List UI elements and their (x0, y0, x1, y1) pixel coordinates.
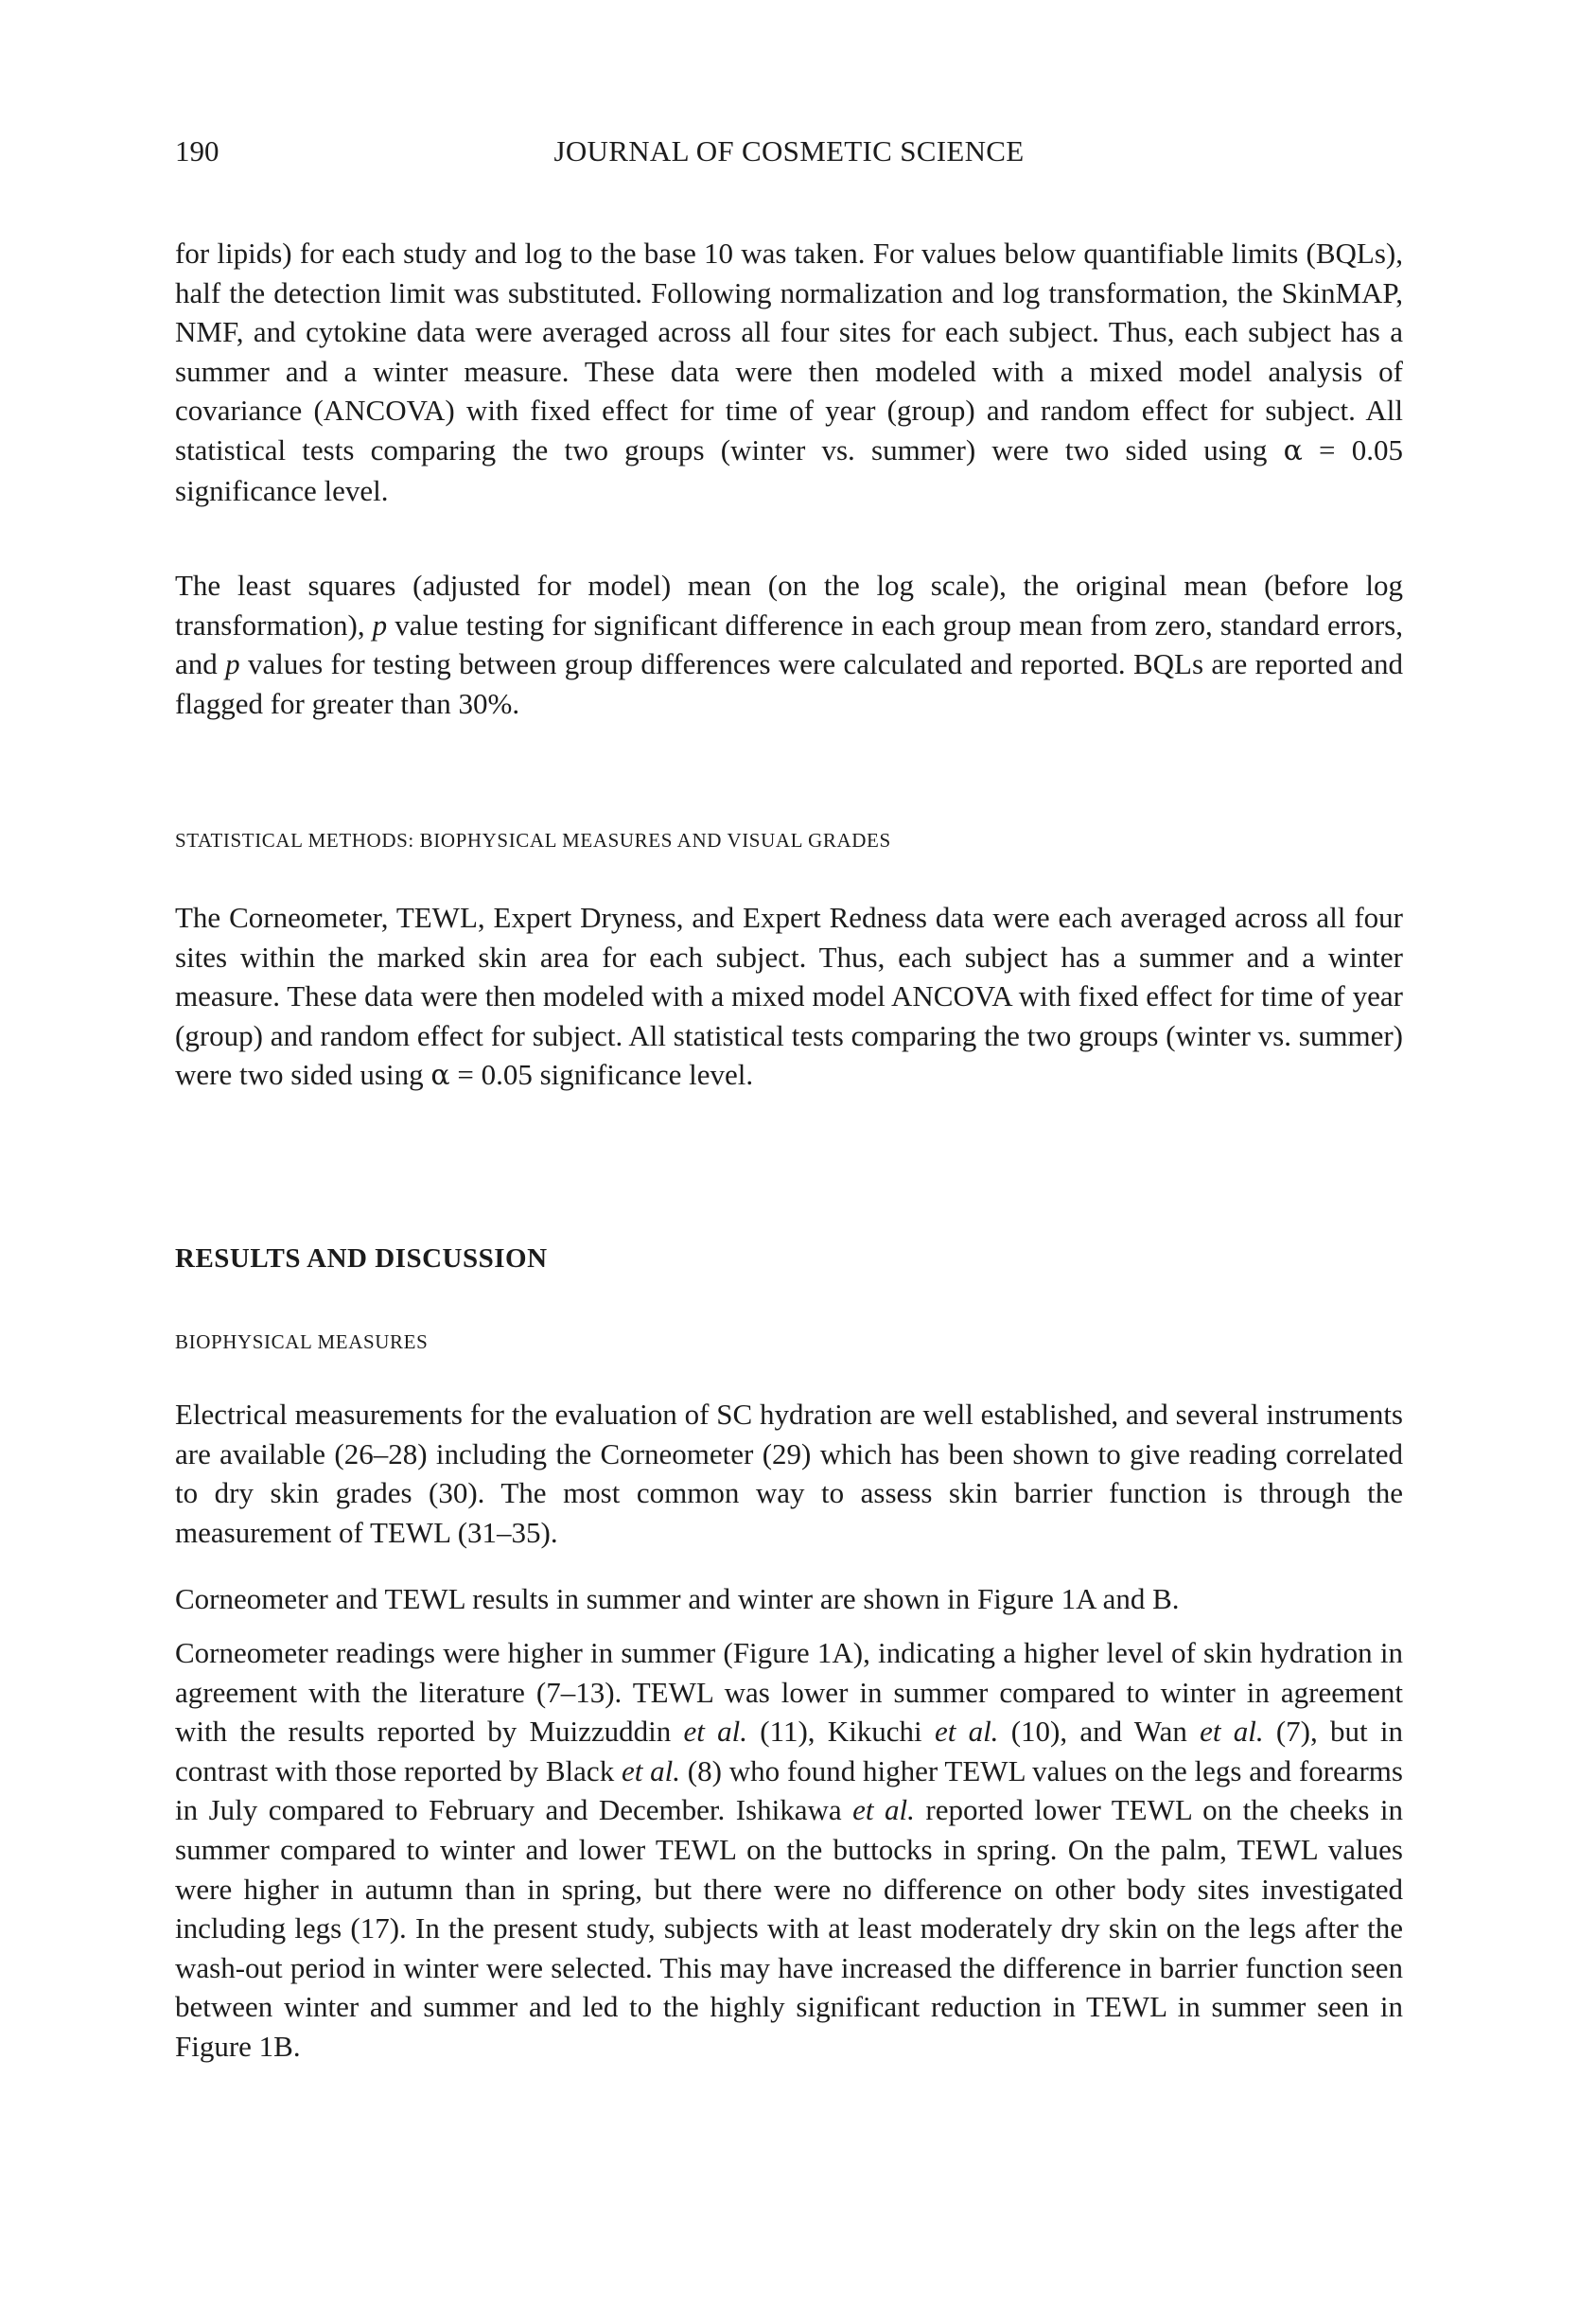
para1-text-a: for lipids) for each study and log to the base 10 was taken. For values below quantifiable limits (BQLs), half the detection limit was substituted. Following normalization and log transformation, the SkinMAP, NMF, and cytokine data were averaged across all four sites for each subject. Thus, each subject has a summer and a winter measure. These data were then modeled with a mixed model analysis of covariance (ANCOVA) with fixed effect for time of year (group) and random effect for subject. All statistical tests comparing the two groups (winter vs. summer) were two sided using (175, 237, 1403, 466)
et-al-italic: et al. (621, 1753, 681, 1787)
para6-text-2: (11), Kikuchi (747, 1715, 935, 1749)
para6-text-4: (7), but in contrast with those reported by Black (175, 1715, 1403, 1787)
paragraph-electrical-measurements: Electrical measurements for the evaluation of SC hydration are well established, and several instruments are available (26–28) including the Corneometer (29) which has been shown to give reading correlated to dry skin grades (30). The most common way to assess skin barrier function is through the measurement of TEWL (31–35). (175, 1398, 1403, 1549)
journal-title: JOURNAL OF COSMETIC SCIENCE (553, 134, 1025, 167)
para6-text-5: (8) who found higher TEWL values on the legs and forearms in July compared to February and December. Ishikawa (175, 1753, 1403, 1827)
running-head (175, 131, 1403, 172)
section-heading-results: RESULTS AND DISCUSSION (175, 1243, 548, 1274)
p-value-italic: p (225, 647, 240, 681)
para1-text-b: = 0.05 significance level. (175, 432, 1403, 507)
journal-page (175, 0, 1403, 2306)
para2-text-2: value testing for significant difference in each group mean from zero, standard errors, and (175, 607, 1403, 681)
alpha-symbol: α (1283, 433, 1303, 467)
et-al-italic: et al. (852, 1793, 915, 1827)
paragraph-least-squares (175, 566, 1403, 723)
alpha-symbol: α (430, 1059, 450, 1093)
subheading-statistical-methods: STATISTICAL METHODS: BIOPHYSICAL MEASURES AND VISUAL GRADES (175, 829, 891, 852)
paragraph-log-transformation (175, 234, 1403, 510)
et-al-italic: et al. (683, 1715, 748, 1749)
et-al-italic: et al. (934, 1715, 999, 1749)
p-value-italic: p (372, 607, 388, 642)
subheading-biophysical-measures: BIOPHYSICAL MEASURES (175, 1330, 429, 1353)
para3-text-b: = 0.05 significance level. (449, 1058, 754, 1092)
paragraph-figure-reference: Corneometer and TEWL results in summer and winter are shown in Figure 1A and B. (175, 1582, 1180, 1615)
page-number: 190 (175, 134, 219, 167)
para6-text-6: reported lower TEWL on the cheeks in summer compared to winter and lower TEWL on the buttocks in spring. On the palm, TEWL values were higher in autumn than in spring, but there were no difference on other body sites investigated including legs (17). In the present study, subjects with at least moderately dry skin on the legs after the wash-out period in winter were selected. This may have increased the difference in barrier function seen between winter and summer and led to the highly significant reduction in TEWL in summer seen in Figure 1B. (175, 1793, 1403, 2063)
para6-text-3: (10), and Wan (998, 1715, 1201, 1749)
para2-text-1: The least squares (adjusted for model) mean (on the log scale), the original mean (before log transformation), (175, 569, 1403, 642)
et-al-italic: et al. (1200, 1715, 1264, 1749)
para6-text-1: Corneometer readings were higher in summer (Figure 1A), indicating a higher level of skin hydration in agreement with the literature (7–13). TEWL was lower in summer compared to winter in agreement with the results reported by Muizzuddin (175, 1636, 1403, 1749)
paragraph-corneometer-readings (175, 1633, 1403, 2067)
para2-text-3: values for testing between group differences were calculated and reported. BQLs are reported and flagged for greater than 30%. (175, 647, 1403, 720)
para3-text-a: The Corneometer, TEWL, Expert Dryness, and Expert Redness data were each averaged across all four sites within the marked skin area for each subject. Thus, each subject has a summer and a winter measure. These data were then modeled with a mixed model ANCOVA with fixed effect for time of year (group) and random effect for subject. All statistical tests comparing the two groups (winter vs. summer) were two sided using (175, 901, 1403, 1092)
paragraph-corneometer-averaging (175, 898, 1403, 1096)
